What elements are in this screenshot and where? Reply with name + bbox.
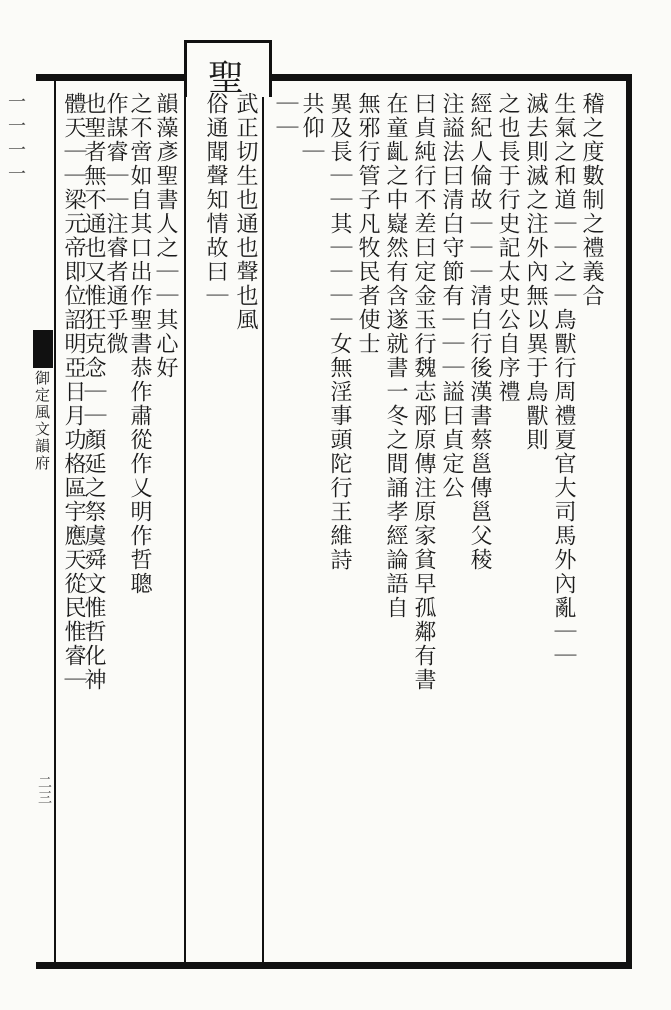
text-column: 作謀睿｜｜注睿者通乎微 — [103, 92, 128, 356]
text-column: 之不啻如自其口出作聖書恭作肅從作乂明作哲聰 — [127, 92, 152, 596]
book-title: 御定風文韻府 — [33, 370, 51, 472]
rhyme-header-char: 聖 — [208, 58, 245, 99]
text-column: 經紀人倫故｜｜｜清白行後漢書蔡邕傳邕父稜 — [467, 92, 492, 572]
text-column: 韻藻彥聖書人之｜｜其心好 — [153, 92, 178, 380]
text-column: 注謚法曰清白守節有｜｜｜謚曰貞定公 — [439, 92, 464, 500]
fish-tail-mark — [33, 330, 53, 368]
inner-divider-line — [262, 81, 264, 962]
text-column: 共仰｜ — [299, 92, 324, 164]
edge-marks: 一一一一 — [5, 92, 26, 188]
page-number: 二三 — [36, 775, 52, 805]
text-column: 異及長｜｜其｜｜｜｜女無淫事頭陀行王維詩 — [327, 92, 352, 572]
left-border-line — [54, 81, 56, 962]
inner-divider-line-2 — [184, 81, 186, 962]
text-column: 俗通聞聲知情故曰｜ — [203, 92, 228, 308]
top-border-line — [36, 74, 186, 81]
text-column: 之也長于行史記太史公自序禮 — [495, 92, 520, 404]
text-column: 體天｜｜梁元帝即位詔明亞日月功格區宇應天從民惟睿｜ — [61, 92, 86, 692]
text-column: 無邪行管子凡牧民者使士 — [355, 92, 380, 356]
text-column: 滅去則滅之注外內無以異于鳥獸則 — [523, 92, 548, 452]
top-border-line-right — [262, 74, 632, 81]
text-column: 生氣之和道｜｜之｜鳥獸行周禮夏官大司馬外內亂｜｜ — [551, 92, 576, 668]
text-column: 在童齓之中嶷然有含遂就書一冬之間誦孝經論語自 — [383, 92, 408, 620]
text-column: 稽之度數制之禮義合 — [579, 92, 604, 308]
text-column: 武正切生也通也聲也風 — [233, 92, 258, 332]
bottom-border-line — [36, 962, 632, 969]
text-column: ｜｜ — [273, 92, 298, 140]
right-border-line — [626, 74, 632, 969]
text-column: 曰貞純行不差曰定金玉行魏志邴原傳注原家貧早孤鄰有書 — [411, 92, 436, 692]
text-column: 也聖者無不通也又惟狂克念｜｜顏延之祭虞舜文惟哲化神 — [81, 92, 106, 692]
